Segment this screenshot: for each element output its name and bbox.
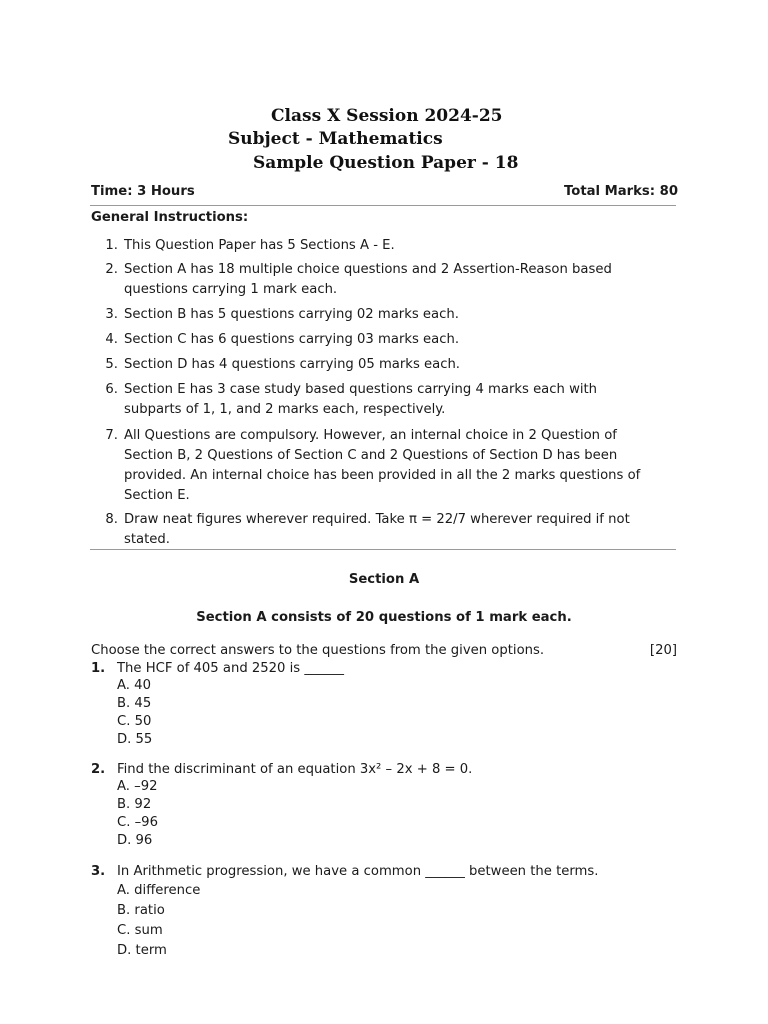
instruction-number: 8. [105,512,118,527]
answer-option: D. 55 [117,732,153,747]
instructions-heading: General Instructions: [91,210,249,225]
question-text: In Arithmetic progression, we have a common ______ between the terms. [117,864,599,879]
subject-title: Subject - Mathematics [228,129,443,149]
answer-option: A. difference [117,883,201,898]
answer-option: B. ratio [117,903,165,918]
instruction-number: 5. [105,357,118,372]
answer-option: D. term [117,943,167,958]
divider-bottom [90,549,676,550]
answer-option: C. –96 [117,815,158,830]
instruction-line: Section B, 2 Questions of Section C and 2 Questions of Section D has been [124,448,618,463]
instruction-number: 3. [105,307,118,322]
paper-title: Sample Question Paper - 18 [253,153,519,173]
question-text: The HCF of 405 and 2520 is ______ [117,661,344,676]
instruction-line: Section E. [124,488,190,503]
instruction-line: Draw neat figures wherever required. Take π = 22/7 wherever required if not [124,512,630,527]
section-a-description: Section A consists of 20 questions of 1 mark each. [196,610,572,625]
answer-option: B. 92 [117,797,152,812]
instruction-line: All Questions are compulsory. However, an internal choice in 2 Question of [124,428,617,443]
instruction-text [124,260,676,300]
section-a-heading: Section A [348,572,420,587]
instruction-number: 1. [105,238,118,253]
instruction-line: Section E has 3 case study based questions carrying 4 marks each with [124,382,598,397]
answer-option: A. –92 [117,779,158,794]
answer-option: B. 45 [117,696,152,711]
instruction-line: questions carrying 1 mark each. [124,282,338,297]
answer-option: C. 50 [117,714,152,729]
instruction-number: 7. [105,428,118,443]
instruction-line: This Question Paper has 5 Sections A - E. [124,238,395,253]
instruction-text [124,236,676,256]
answer-option: C. sum [117,923,163,938]
question-number: 2. [91,762,106,777]
section-marks: [20] [649,643,677,658]
total-marks: Total Marks: 80 [564,184,678,199]
instruction-line: subparts of 1, 1, and 2 marks each, respectively. [124,402,446,417]
instruction-number: 6. [105,382,118,397]
instruction-text [124,305,676,325]
instruction-line: Section D has 4 questions carrying 05 marks each. [124,357,461,372]
instruction-text [124,380,676,420]
instruction-line: Section B has 5 questions carrying 02 marks each. [124,307,459,322]
instruction-text [124,510,676,550]
instruction-line: provided. An internal choice has been provided in all the 2 marks questions of [124,468,641,483]
choose-instruction: Choose the correct answers to the questions from the given options. [91,643,545,658]
instruction-line: Section A has 18 multiple choice questions and 2 Assertion-Reason based [124,262,612,277]
question-text: Find the discriminant of an equation 3x² – 2x + 8 = 0. [117,762,473,777]
instruction-text [124,330,676,350]
instruction-number: 4. [105,332,118,347]
class-session-title: Class X Session 2024-25 [271,106,503,126]
instruction-line: stated. [124,532,170,547]
instruction-number: 2. [105,262,118,277]
time-allowed: Time: 3 Hours [91,184,195,199]
answer-option: D. 96 [117,833,153,848]
question-number: 1. [91,661,106,676]
answer-option: A. 40 [117,678,151,693]
instruction-text [124,355,676,375]
divider-top [90,205,676,206]
question-number: 3. [91,864,106,879]
instruction-text [124,426,676,506]
instruction-line: Section C has 6 questions carrying 03 marks each. [124,332,460,347]
